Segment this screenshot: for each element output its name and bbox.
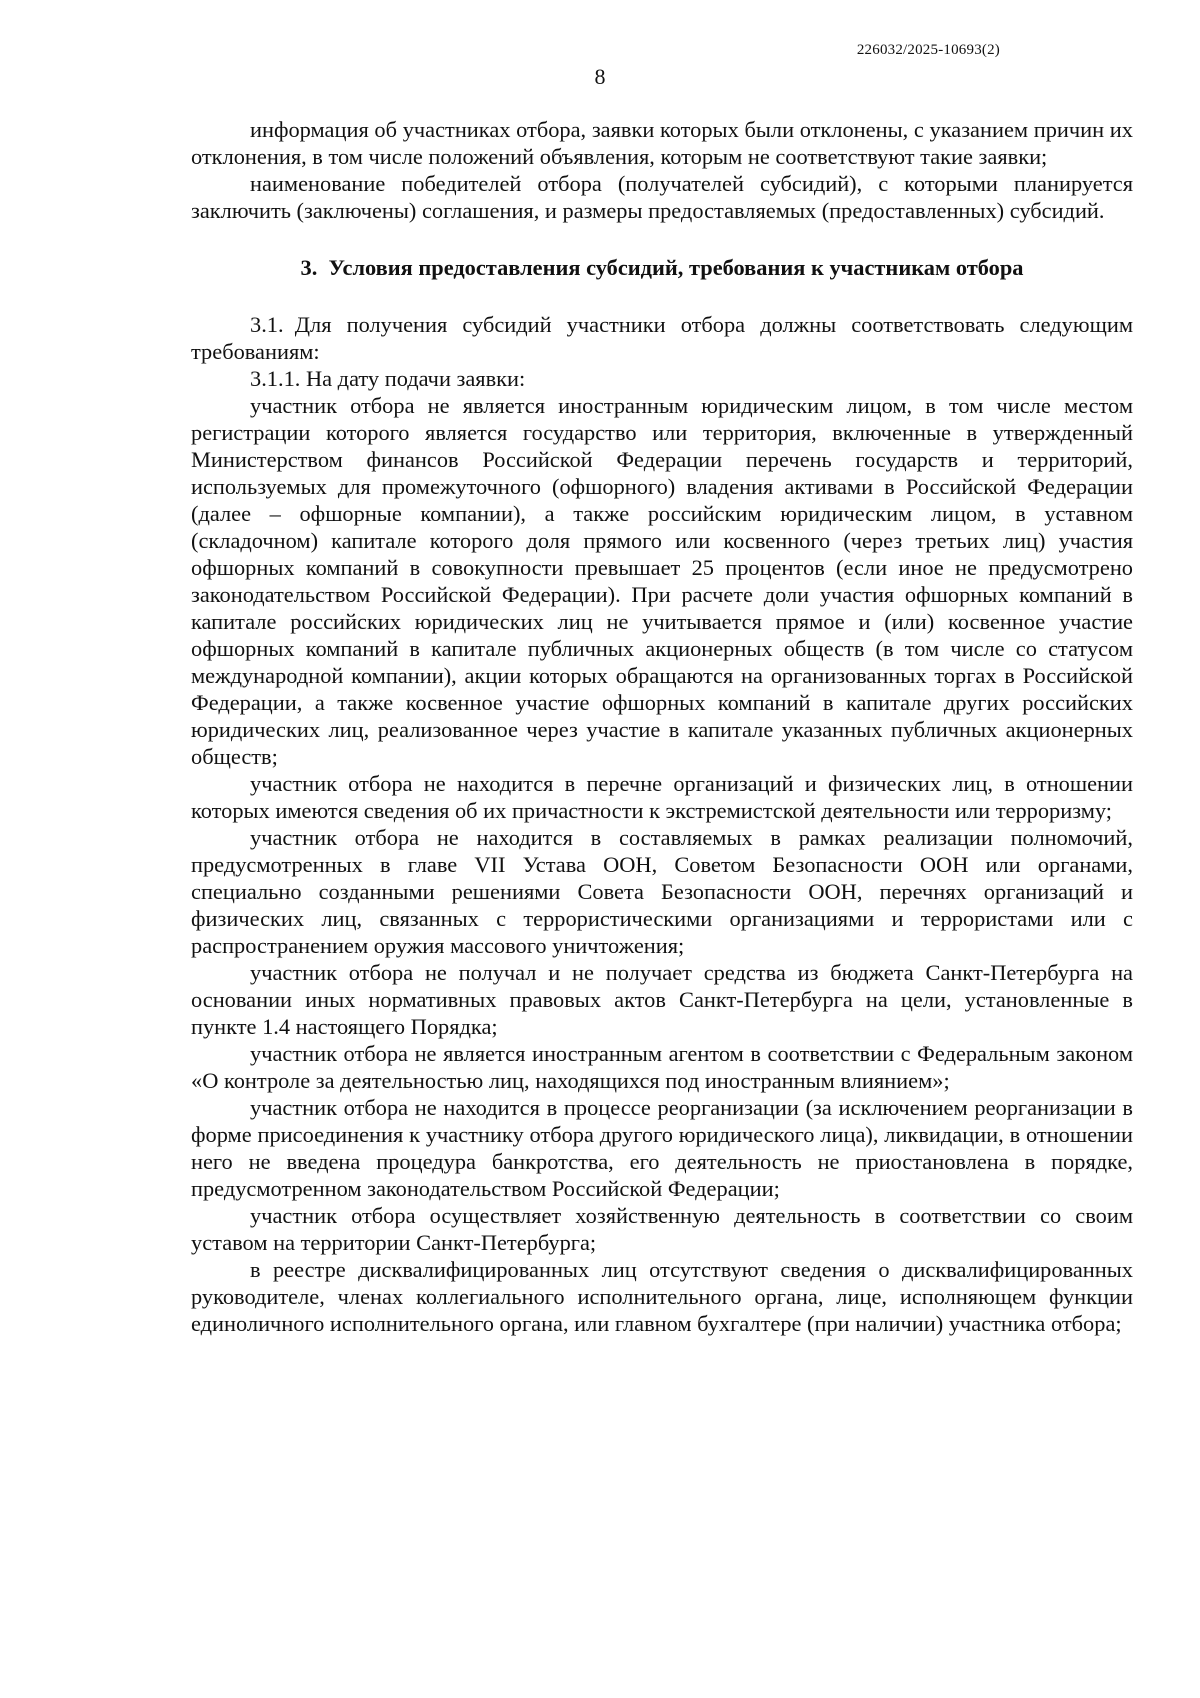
paragraph: участник отбора осуществляет хозяйственную деятельность в соответствии со своим уставом на территории Санкт-Петербурга; [191,1203,1133,1255]
paragraph: участник отбора не является иностранным юридическим лицом, в том числе местом регистрации которого является государство или территория, включенные в утвержденный Министерством финансов Российской Федерации перечень государств и территорий, используемых для промежуточного (офшорного) владения активами в Российской Федерации (далее – офшорные компании), а также российским юридическим лицом, в уставном (складочном) капитале которого доля прямого или косвенного (через третьих лиц) участия офшорных компаний в совокупности превышает 25 процентов (если иное не предусмотрено законодательством Российской Федерации). При расчете доли участия офшорных компаний в капитале российских юридических лиц не учитывается прямое и (или) косвенное участие офшорных компаний в капитале публичных акционерных обществ (в том числе со статусом международной компании), акции которых обращаются на организованных торгах в Российской Федерации, а также косвенное участие офшорных компаний в капитале других российских юридических лиц, реализованное через участие в капитале указанных публичных акционерных обществ; [191,393,1133,769]
paragraph: участник отбора не получал и не получает средства из бюджета Санкт-Петербурга на основании иных нормативных правовых актов Санкт-Петербурга на цели, установленные в пункте 1.4 настоящего Порядка; [191,960,1133,1039]
page-number: 8 [594,64,606,89]
paragraph: 3.1.1. На дату подачи заявки: [250,366,526,391]
paragraph: участник отбора не является иностранным агентом в соответствии с Федеральным законом «О контроле за деятельностью лиц, находящихся под иностранным влиянием»; [191,1041,1133,1093]
paragraph: участник отбора не находится в перечне организаций и физических лиц, в отношении которых имеются сведения об их причастности к экстремистской деятельности или терроризму; [191,771,1133,823]
paragraph: 3.1. Для получения субсидий участники отбора должны соответствовать следующим требованиям: [191,312,1133,364]
document-body [191,116,1133,1337]
paragraph: участник отбора не находится в составляемых в рамках реализации полномочий, предусмотренных в главе VII Устава ООН, Советом Безопасности ООН или органами, специально созданными решениями Совета Безопасности ООН, перечнях организаций и физических лиц, связанных с террористическими организациями и террористами или с распространением оружия массового уничтожения; [191,825,1133,958]
section-heading: 3. Условия предоставления субсидий, требования к участникам отбора [300,255,1024,280]
paragraph: информация об участниках отбора, заявки которых были отклонены, с указанием причин их отклонения, в том числе положений объявления, которым не соответствуют такие заявки; [191,117,1133,169]
document-registration-number: 226032/2025-10693(2) [856,42,1000,58]
paragraph: наименование победителей отбора (получателей субсидий), с которыми планируется заключить (заключены) соглашения, и размеры предоставляемых (предоставленных) субсидий. [191,171,1133,223]
paragraph: участник отбора не находится в процессе реорганизации (за исключением реорганизации в форме присоединения к участнику отбора другого юридического лица), ликвидации, в отношении него не введена процедура банкротства, его деятельность не приостановлена в порядке, предусмотренном законодательством Российской Федерации; [191,1095,1133,1201]
paragraph: в реестре дисквалифицированных лиц отсутствуют сведения о дисквалифицированных руководителе, членах коллегиального исполнительного органа, лице, исполняющем функции единоличного исполнительного органа, или главном бухгалтере (при наличии) участника отбора; [191,1257,1133,1336]
